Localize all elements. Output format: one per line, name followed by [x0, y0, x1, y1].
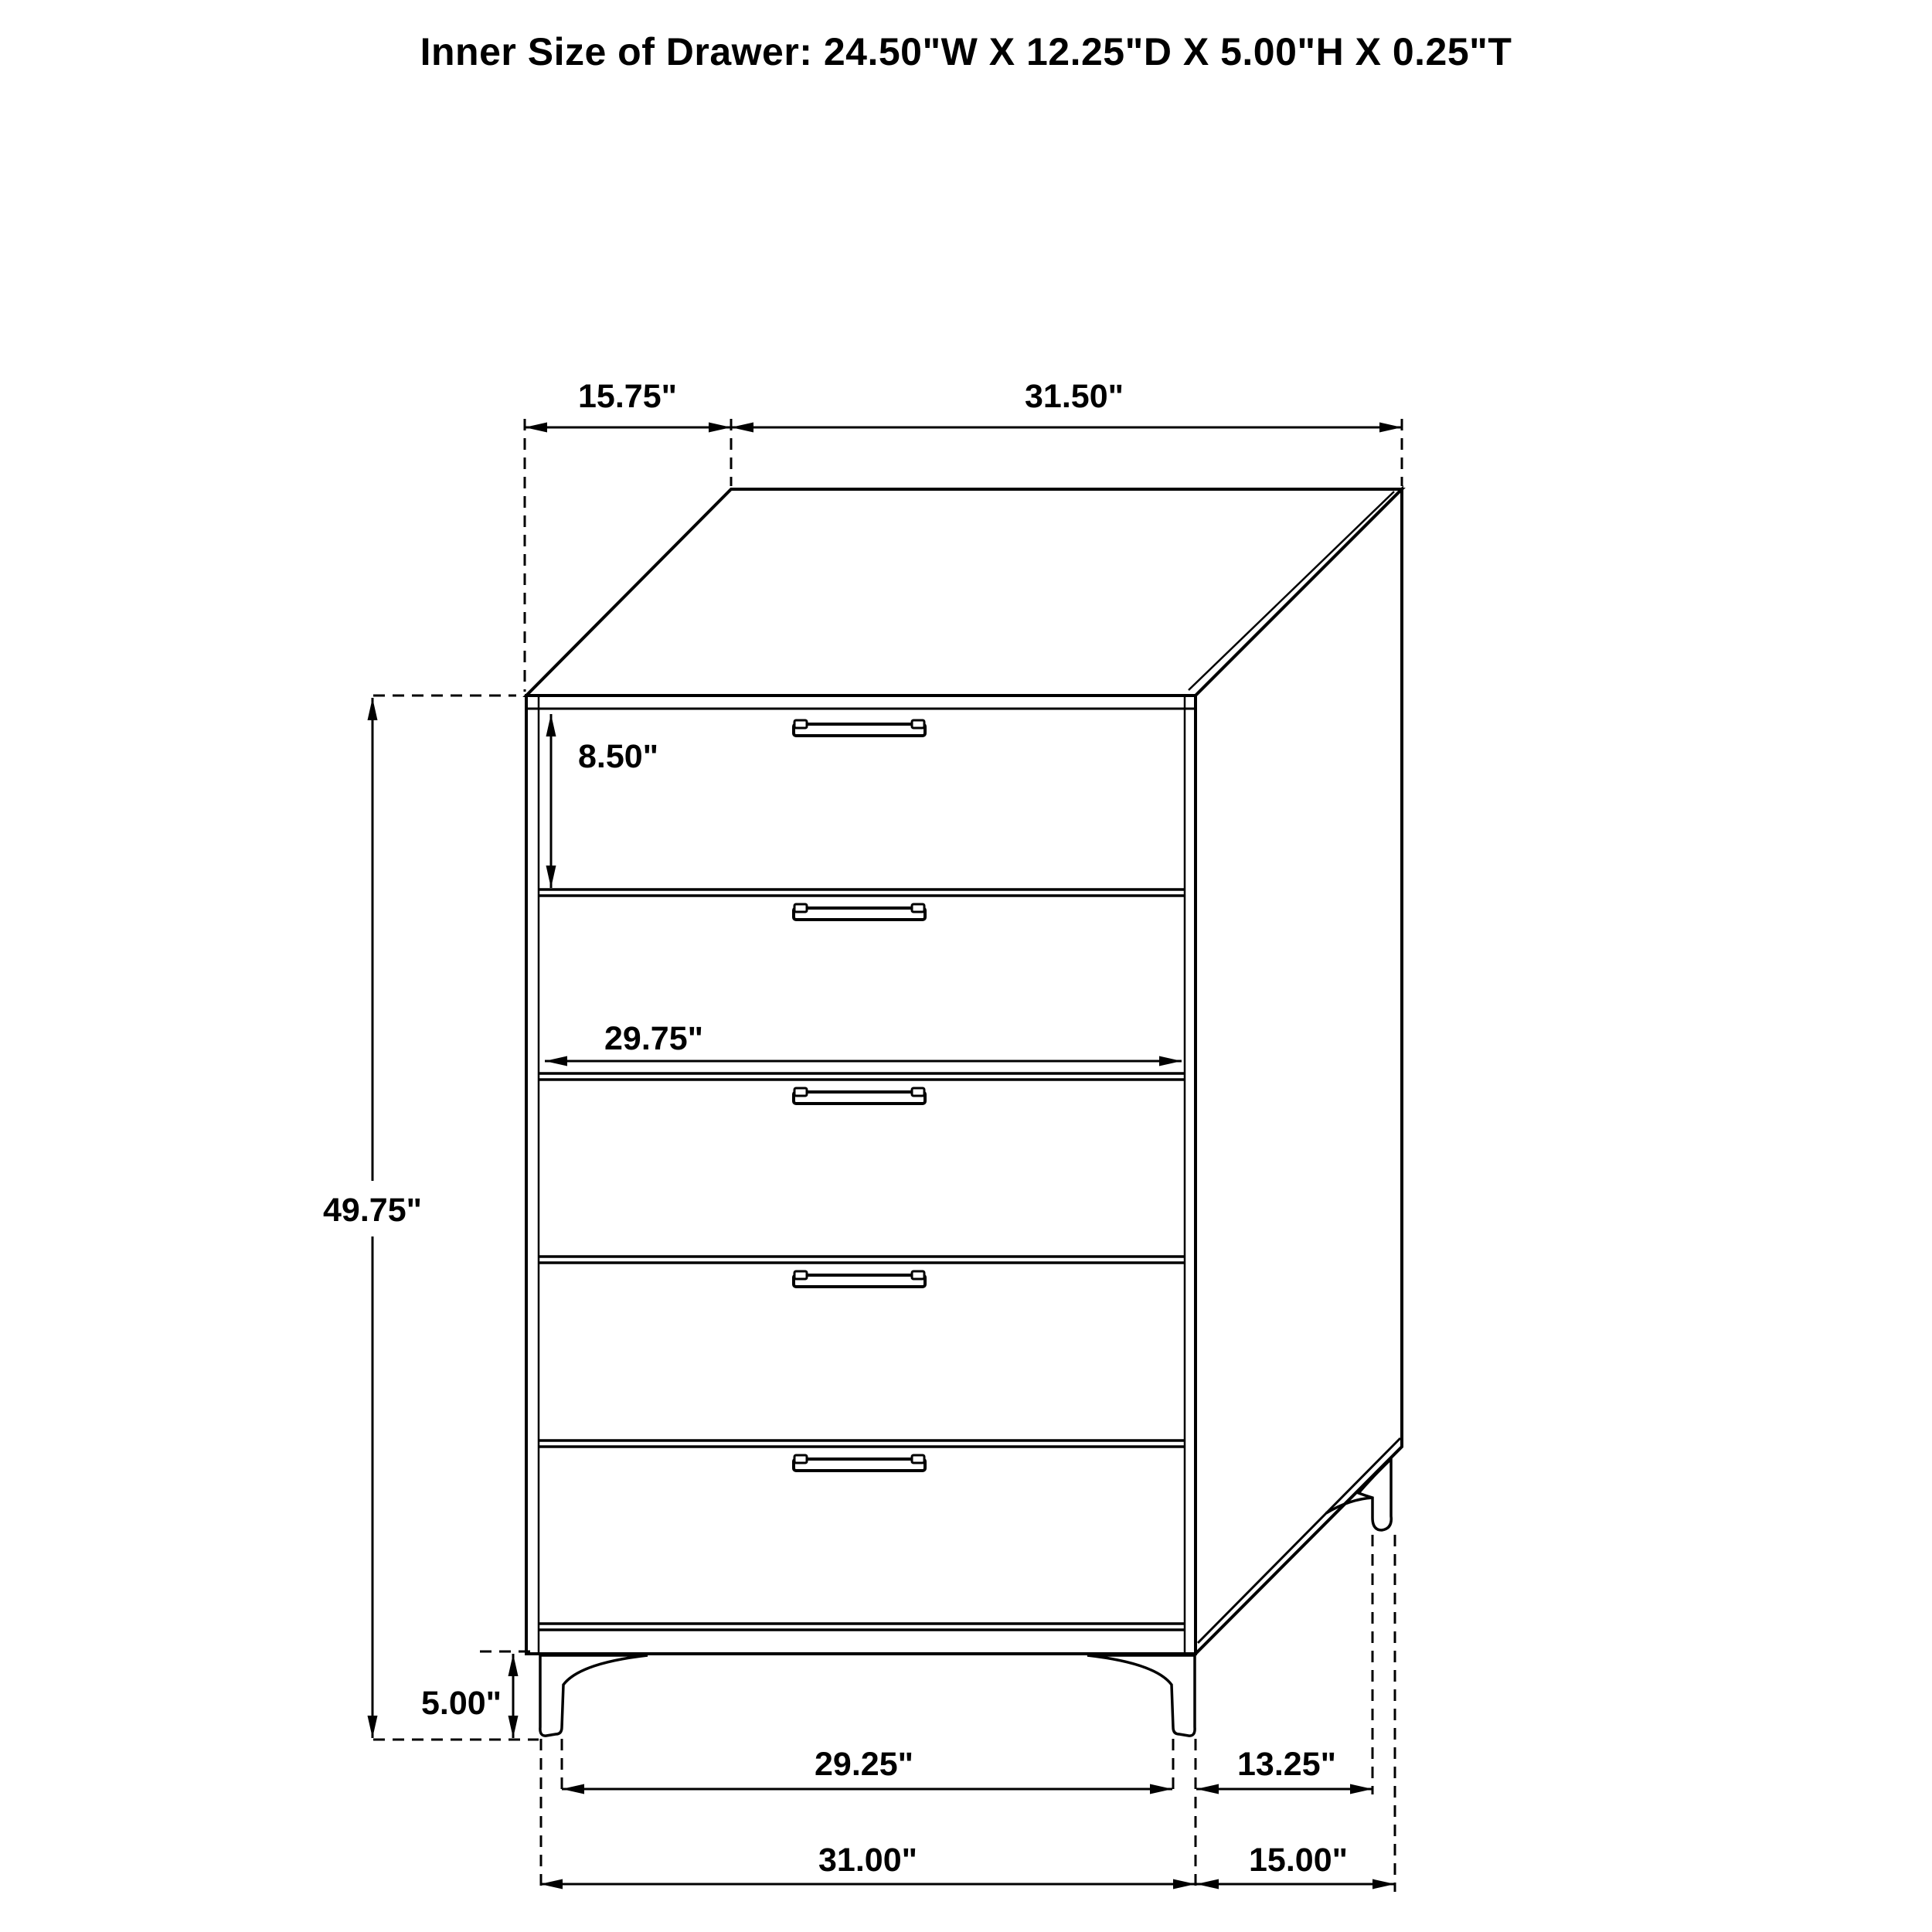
chest — [526, 489, 1402, 1736]
label-overall-width: 31.00" — [818, 1842, 917, 1879]
front-right-leg — [1087, 1655, 1195, 1736]
label-leg-span: 29.25" — [815, 1746, 913, 1783]
label-overall-height: 49.75" — [323, 1192, 422, 1229]
drawer-handle-2 — [794, 904, 925, 920]
label-overall-depth: 15.00" — [1249, 1842, 1348, 1879]
drawer-handle-1 — [794, 720, 925, 736]
front-face — [526, 696, 1196, 1654]
drawer-handle-4 — [794, 1271, 925, 1287]
label-drawer-width: 29.75" — [604, 1020, 703, 1057]
diagram-title: Inner Size of Drawer: 24.50"W X 12.25"D X 5.00"H X 0.25"T — [420, 30, 1512, 73]
label-top-depth: 15.75" — [578, 378, 677, 415]
front-left-leg — [540, 1655, 648, 1736]
drawer-handle-5 — [794, 1455, 925, 1471]
label-top-width: 31.50" — [1025, 378, 1124, 415]
label-drawer-height: 8.50" — [577, 738, 659, 775]
label-side-leg-span: 13.25" — [1237, 1746, 1336, 1783]
label-leg-height: 5.00" — [420, 1685, 502, 1722]
drawer-handle-3 — [794, 1088, 925, 1104]
